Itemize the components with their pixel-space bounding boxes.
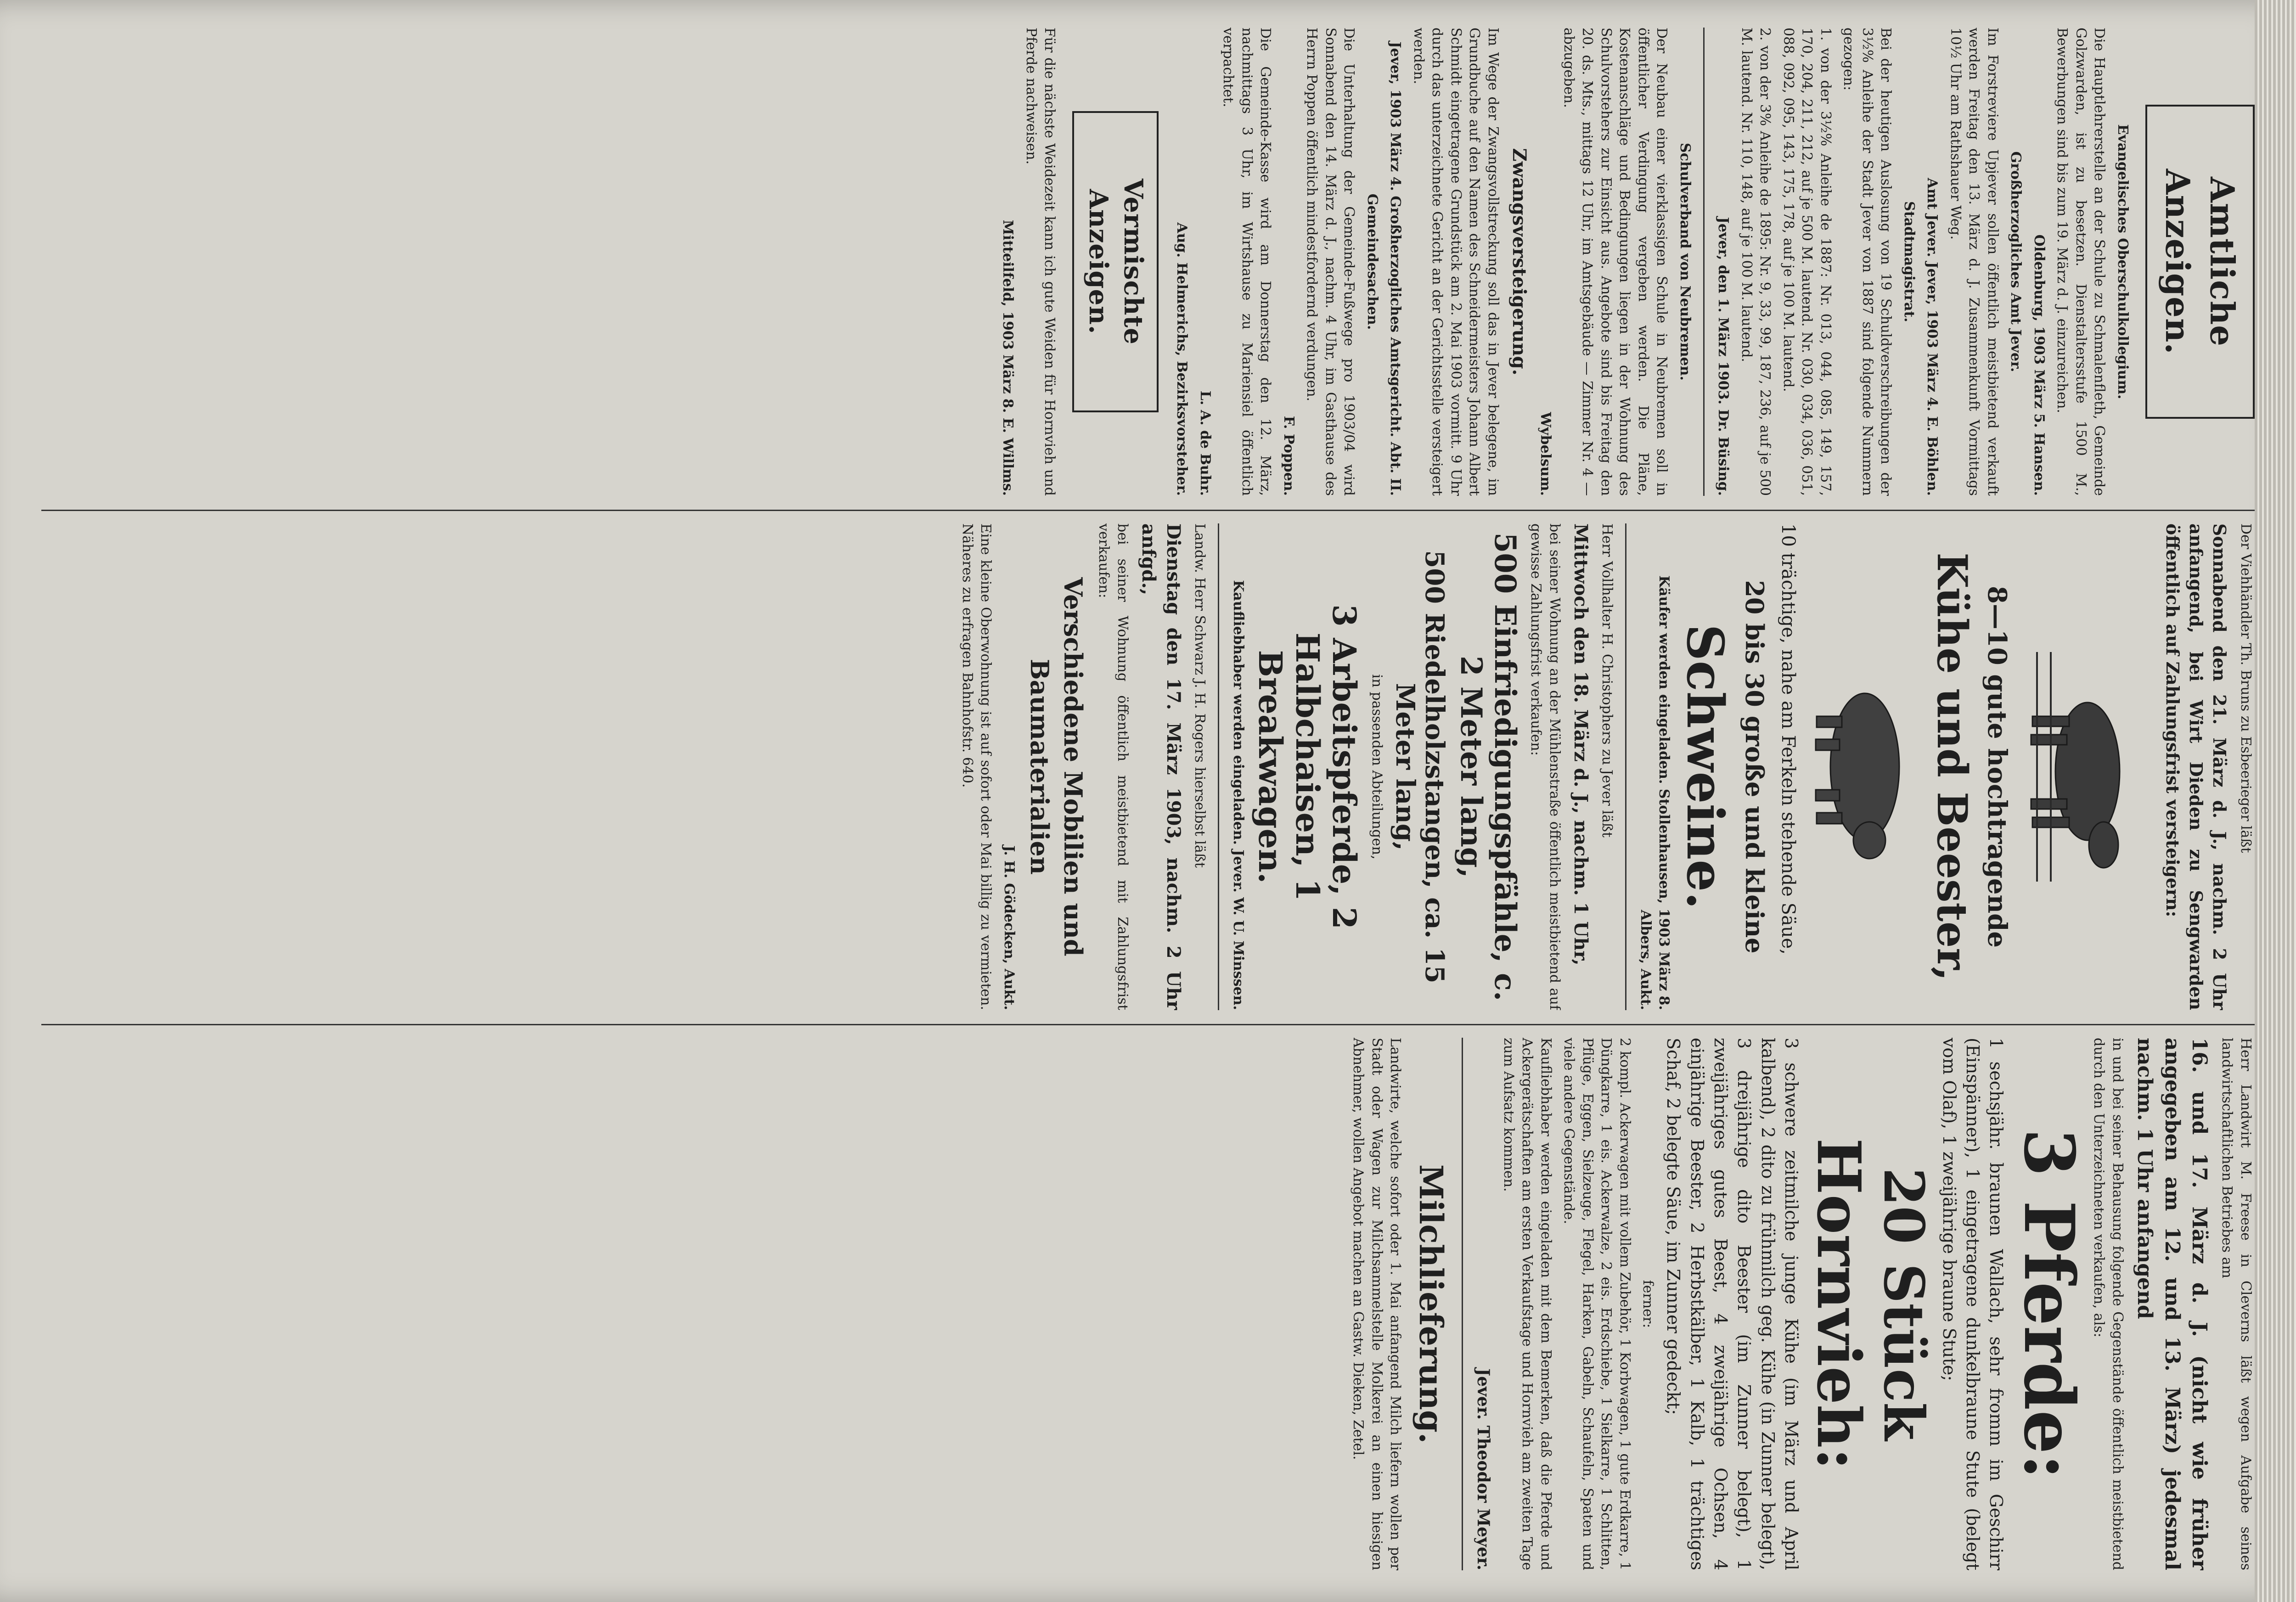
notice-zwangsversteigerung-title: Zwangsversteigerung. [1508, 148, 1530, 376]
auction-rogers-heading: Verschiedene Mobilien und Baumaterialien [1024, 577, 1088, 956]
notice-zwangsversteigerung-signature: Jever, 1903 März 4. Großherzogliches Amtsgericht. Abt. II. [1387, 41, 1404, 496]
notice-schulverband-title: Schulverband von Neubremen. [1677, 143, 1693, 381]
auction-christophers-date: Mittwoch den 18. März d. J., nachm. 1 Uhr, [1570, 523, 1592, 966]
auction-christophers-signature: Kaufliebhaber werden eingeladen. Jever. W. U. Minssen. [1230, 580, 1246, 1010]
auction-freese-date: 16. und 17. März d. J. (nicht wie früher angegeben am 12. und 13. März) jedesmal nachm. 1 Uhr anfangend [2133, 1038, 2211, 1570]
cow-illustration [2019, 647, 2156, 886]
auction-christophers-intro: Herr Vollhalter H. Christophers zu Jever läßt [1599, 523, 1615, 838]
notice-stadtmagistrat-title: Stadtmagistrat. [1901, 201, 1917, 322]
auction-christophers-stangen: 500 Riedelholzstangen, ca. 15 Meter lang, [1390, 550, 1450, 984]
notice-bezirksvorsteher-signature: Aug. Helmerichs, Bezirksvorsteher. [1174, 222, 1190, 496]
auction-christophers-pferde: 3 Arbeitspferde, 2 Halbchaisen, 1 Breakwagen. [1251, 604, 1364, 929]
notice-oberschulkollegium-text: Die Hauptlehrerstelle an der Schule zu Schmalenfleth, Gemeinde Golzwarden, ist zu besetzen. Dienstaltersstufe 1500 M., Bewerbungen sind bis zum 19. März d. J. einzureichen. [2054, 28, 2108, 496]
auction-freese-hornvieh-list: 3 schwere zeitmilche junge Kühe (im März und April kalbend), 2 dito zu frühmilch geg. Kühe (in Zunner belegt), 3 dreijährige dito Beester (im Zunner belegt), 1 zweijähriges gutes Beest, 4 zweijährige Ochsen, 4 einjährige Beester, 2 Herbstkälber, 1 Kalb, 1 trächtiges Schaf, 2 belegte Säue, im Zunner gedeckt; [1663, 1038, 1801, 1570]
auction-bruns-count: 8—10 gute hochtragende [1981, 585, 2012, 948]
auction-freese-signature: Jever. Theodor Meyer. [1474, 1368, 1493, 1570]
notice-amt-jever-text: Im Forstreviere Upjever sollen öffentlich meistbietend verkauft werden Freitag den 13. März d. J. Zusammenkunft Vormittags 10½ Uhr am Rathshauer Weg. [1947, 28, 2001, 496]
misc-ads-heading-box [1072, 111, 1158, 412]
notice-stadtmagistrat-text: Bei der heutigen Auslosung von 19 Schuldverschreibungen der 3½% Anleihe der Stadt Jever von 1887 sind folgende Nummern gezogen: [1840, 28, 1894, 496]
auction-freese-text: in und bei seiner Behausung folgende Gegenstände öffentlich meistbietend durch den Unterzeichneten verkaufen, als: [2091, 1038, 2126, 1570]
notice-amt-jever-signature: Amt Jever. Jever, 1903 März 4. E. Böhlen. [1924, 178, 1941, 496]
official-notices-heading: Amtliche Anzeigen. [2158, 169, 2242, 355]
notice-gemeindekasse-text: Die Gemeinde-Kasse wird am Donnerstag den 12. März, nachmittags 3 Uhr, im Wirtshause zu Mariensiel öffentlich verpachtet. [1220, 28, 1274, 496]
notice-oberschulkollegium-signature: Oldenburg, 1903 März 5. Hansen. [2031, 234, 2047, 496]
auction-freese-hornvieh-count: 20 Stück [1871, 1167, 1936, 1441]
auction-bruns-cattle: Kühe und Beester, [1928, 552, 1977, 981]
auction-freese-hornvieh-headline: Hornvieh: [1804, 1138, 1874, 1470]
ad-divider [1462, 1038, 1463, 1570]
auction-christophers-text: bei seiner Wohnung an der Mühlenstraße öffentlich meistbietend auf gewisse Zahlungsfrist verkaufen: [1528, 523, 1563, 1010]
auction-bruns-intro: Der Viehhändler Th. Bruns zu Esbeerieger läßt [2238, 523, 2254, 853]
notice-gemeindesachen-signature: F. Poppen. [1280, 416, 1297, 496]
column-rule-2 [41, 1024, 2255, 1025]
auction-freese-geraete: 2 kompl. Ackerwagen mit vollem Zubehör, 1 Korbwagen, 1 gute Erdkarre, 1 Düngkarre, 1 eis. Ackerwalze, 2 eis. Erdschiebe, 1 Sielkarre, 1 Schlitten, Pflüge, Eggen, Sielzeuge, Flegel, Harken, Gabeln, Schaufeln, Spaten und viele andere Gegenstände. [1561, 1038, 1633, 1570]
notice-gemeindesachen-title: Gemeindesachen. [1364, 193, 1380, 330]
misc-ads-weide-text: Für die nächste Weidezeit kann ich gute Weiden für Hornvieh und Pferde nachweisen. [1023, 28, 1058, 496]
notice-schulverband-signature: Wybelsum. [1537, 412, 1554, 496]
milchlieferung-heading: Milchlieferung. [1412, 1164, 1450, 1444]
misc-ads-weide-signature: Mitteilfeld, 1903 März 8. E. Willms. [1000, 219, 1016, 496]
notice-schulverband-text: Der Neubau einer vierklassigen Schule in Neubremen soll in öffentlicher Verdingung vergeben werden. Die Pläne, Kostenanschläge und Bedingungen liegen in der Wohnung des Schulvorstehers zur Einsicht aus. Angebote sind bis Freitag den 20. ds. Mts., mittags 12 Uhr, im Amtsgebäude — Zimmer Nr. 4 — abzugeben. [1560, 28, 1670, 496]
auction-rogers-intro: Landw. Herr Schwarz J. H. Rogers hierselbst läßt [1192, 523, 1208, 868]
notice-oberschulkollegium-title: Evangelisches Oberschulkollegium. [2114, 124, 2131, 399]
column-rule-1 [41, 510, 2255, 511]
auction-christophers-abteilungen: in passenden Abteilungen, [1368, 674, 1385, 860]
column-auction-ads-right [41, 1038, 2255, 1570]
auction-bruns-pigs-count: 20 bis 30 große und kleine [1740, 580, 1770, 954]
notice-stadtmagistrat-list-1887: 1. von der 3½% Anleihe de 1887: Nr. 013, 044, 085, 149, 157, 170, 204, 211, 212, auf je 500 M. lautend. Nr. 030, 034, 036, 051, 088, 092, 095, 143, 175, 178, auf je 100 M. lautend. [1780, 28, 1834, 496]
auction-christophers-pfaehle: 500 Einfriedigungspfähle, c. 2 Meter lang, [1454, 532, 1522, 1001]
auction-freese-pferde-headline: 3 Pferde: [2008, 1128, 2089, 1480]
auction-freese-intro: Herr Landwirt M. Freese in Cleverns läßt wegen Aufgabe seines landwirtschaftlichen Betriebes am [2219, 1038, 2254, 1570]
auction-bruns-signature: Käufer werden eingeladen. Stollenhausen, 1903 März 8. Albers, Aukt. [1637, 575, 1672, 1010]
notice-stadtmagistrat-list-1895: 2. von der 3% Anleihe de 1895: Nr. 9, 33, 99, 187, 236, auf je 500 M. lautend. Nr. 110, 148, auf je 100 M. lautend. [1738, 28, 1773, 496]
auction-freese-closing: Kaufliebhaber werden eingeladen mit dem Bemerken, daß die Pferde und Ackergerätschaften am ersten Verkaufstage und Hornvieh am zweiten Tage zum Aufsatz kommen. [1500, 1038, 1554, 1570]
column-divider [1703, 28, 1705, 496]
column-auction-ads-middle [41, 523, 2255, 1010]
notice-gemeindekasse-signature: L. A. de Buhr. [1197, 390, 1213, 496]
official-notices-heading-box [2145, 105, 2255, 419]
auction-bruns-date: Sonnabend den 21. März d. J., nachm. 2 Uhr anfangend, bei Wirt Dieden zu Sengwarden öffentlich auf Zahlungsfrist versteigern: [2162, 523, 2230, 1010]
column-official-notices [41, 28, 2255, 496]
auction-rogers-signature: J. H. Gödecken, Aukt. [1001, 845, 1017, 1010]
milchlieferung-text: Landwirte, welche sofort oder 1. Mai anfangend Milch liefern wollen per Stadt oder Wagen zur Milchsammelstelle Molkerei an einen hiesigen Abnehmer, wollen Angebot machen an Gastw. Dieken, Zetel. [1350, 1038, 1404, 1570]
auction-freese-ferner: ferner: [1640, 1280, 1656, 1328]
notice-zwangsversteigerung-text: Im Wege der Zwangsvollstreckung soll das in Jever belegene, im Grundbuche auf den Namen des Schneidermeisters Johann Albert Schmidt eingetragene Grundstück am 2. Mai 1903 vormitt. 9 Uhr durch das unterzeichnete Gericht an der Gerichtsstelle versteigert werden. [1410, 28, 1501, 496]
notice-amt-jever-title: Großherzogliches Amt Jever. [2008, 151, 2024, 372]
pig-illustration [1805, 666, 1925, 868]
auction-freese-pferde-list: 1 sechsjähr. braunen Wallach, sehr fromm im Geschirr (Einspänner), 1 eingetragene dunkelbraune Stute (belegt vom Olaf), 1 zweijährige braune Stute; [1939, 1038, 2007, 1570]
auction-rogers-date: Dienstag den 17. März 1903, nachm. 2 Uhr anfgd., [1137, 523, 1184, 1010]
wohnung-vermieten-ad: Eine kleine Oberwohnung ist auf sofort oder Mai billig zu vermieten. Näheres zu erfragen Bahnhofstr. 640. [959, 523, 994, 1010]
auction-bruns-sows: 10 trächtige, nahe am Ferkeln stehende Säue, [1778, 523, 1799, 955]
ad-divider [1218, 523, 1219, 1010]
auction-bruns-pigs: Schweine. [1676, 624, 1735, 910]
notice-gemeindesachen-text: Die Unterhaltung der Gemeinde-Fußwege pro 1903/04 wird Sonnabend den 14. März d. J., nachm. 4 Uhr, im Gasthause des Herrn Poppen öffentlich mindestfordernd verdungen. [1304, 28, 1357, 496]
ad-divider [1625, 523, 1626, 1010]
misc-ads-heading: Vermischte Anzeigen. [1083, 179, 1148, 345]
notice-stadtmagistrat-signature: Jever, den 1. März 1903. Dr. Büsing. [1715, 217, 1732, 496]
auction-rogers-text: bei seiner Wohnung öffentlich meistbietend mit Zahlungsfrist verkaufen: [1096, 523, 1131, 1010]
